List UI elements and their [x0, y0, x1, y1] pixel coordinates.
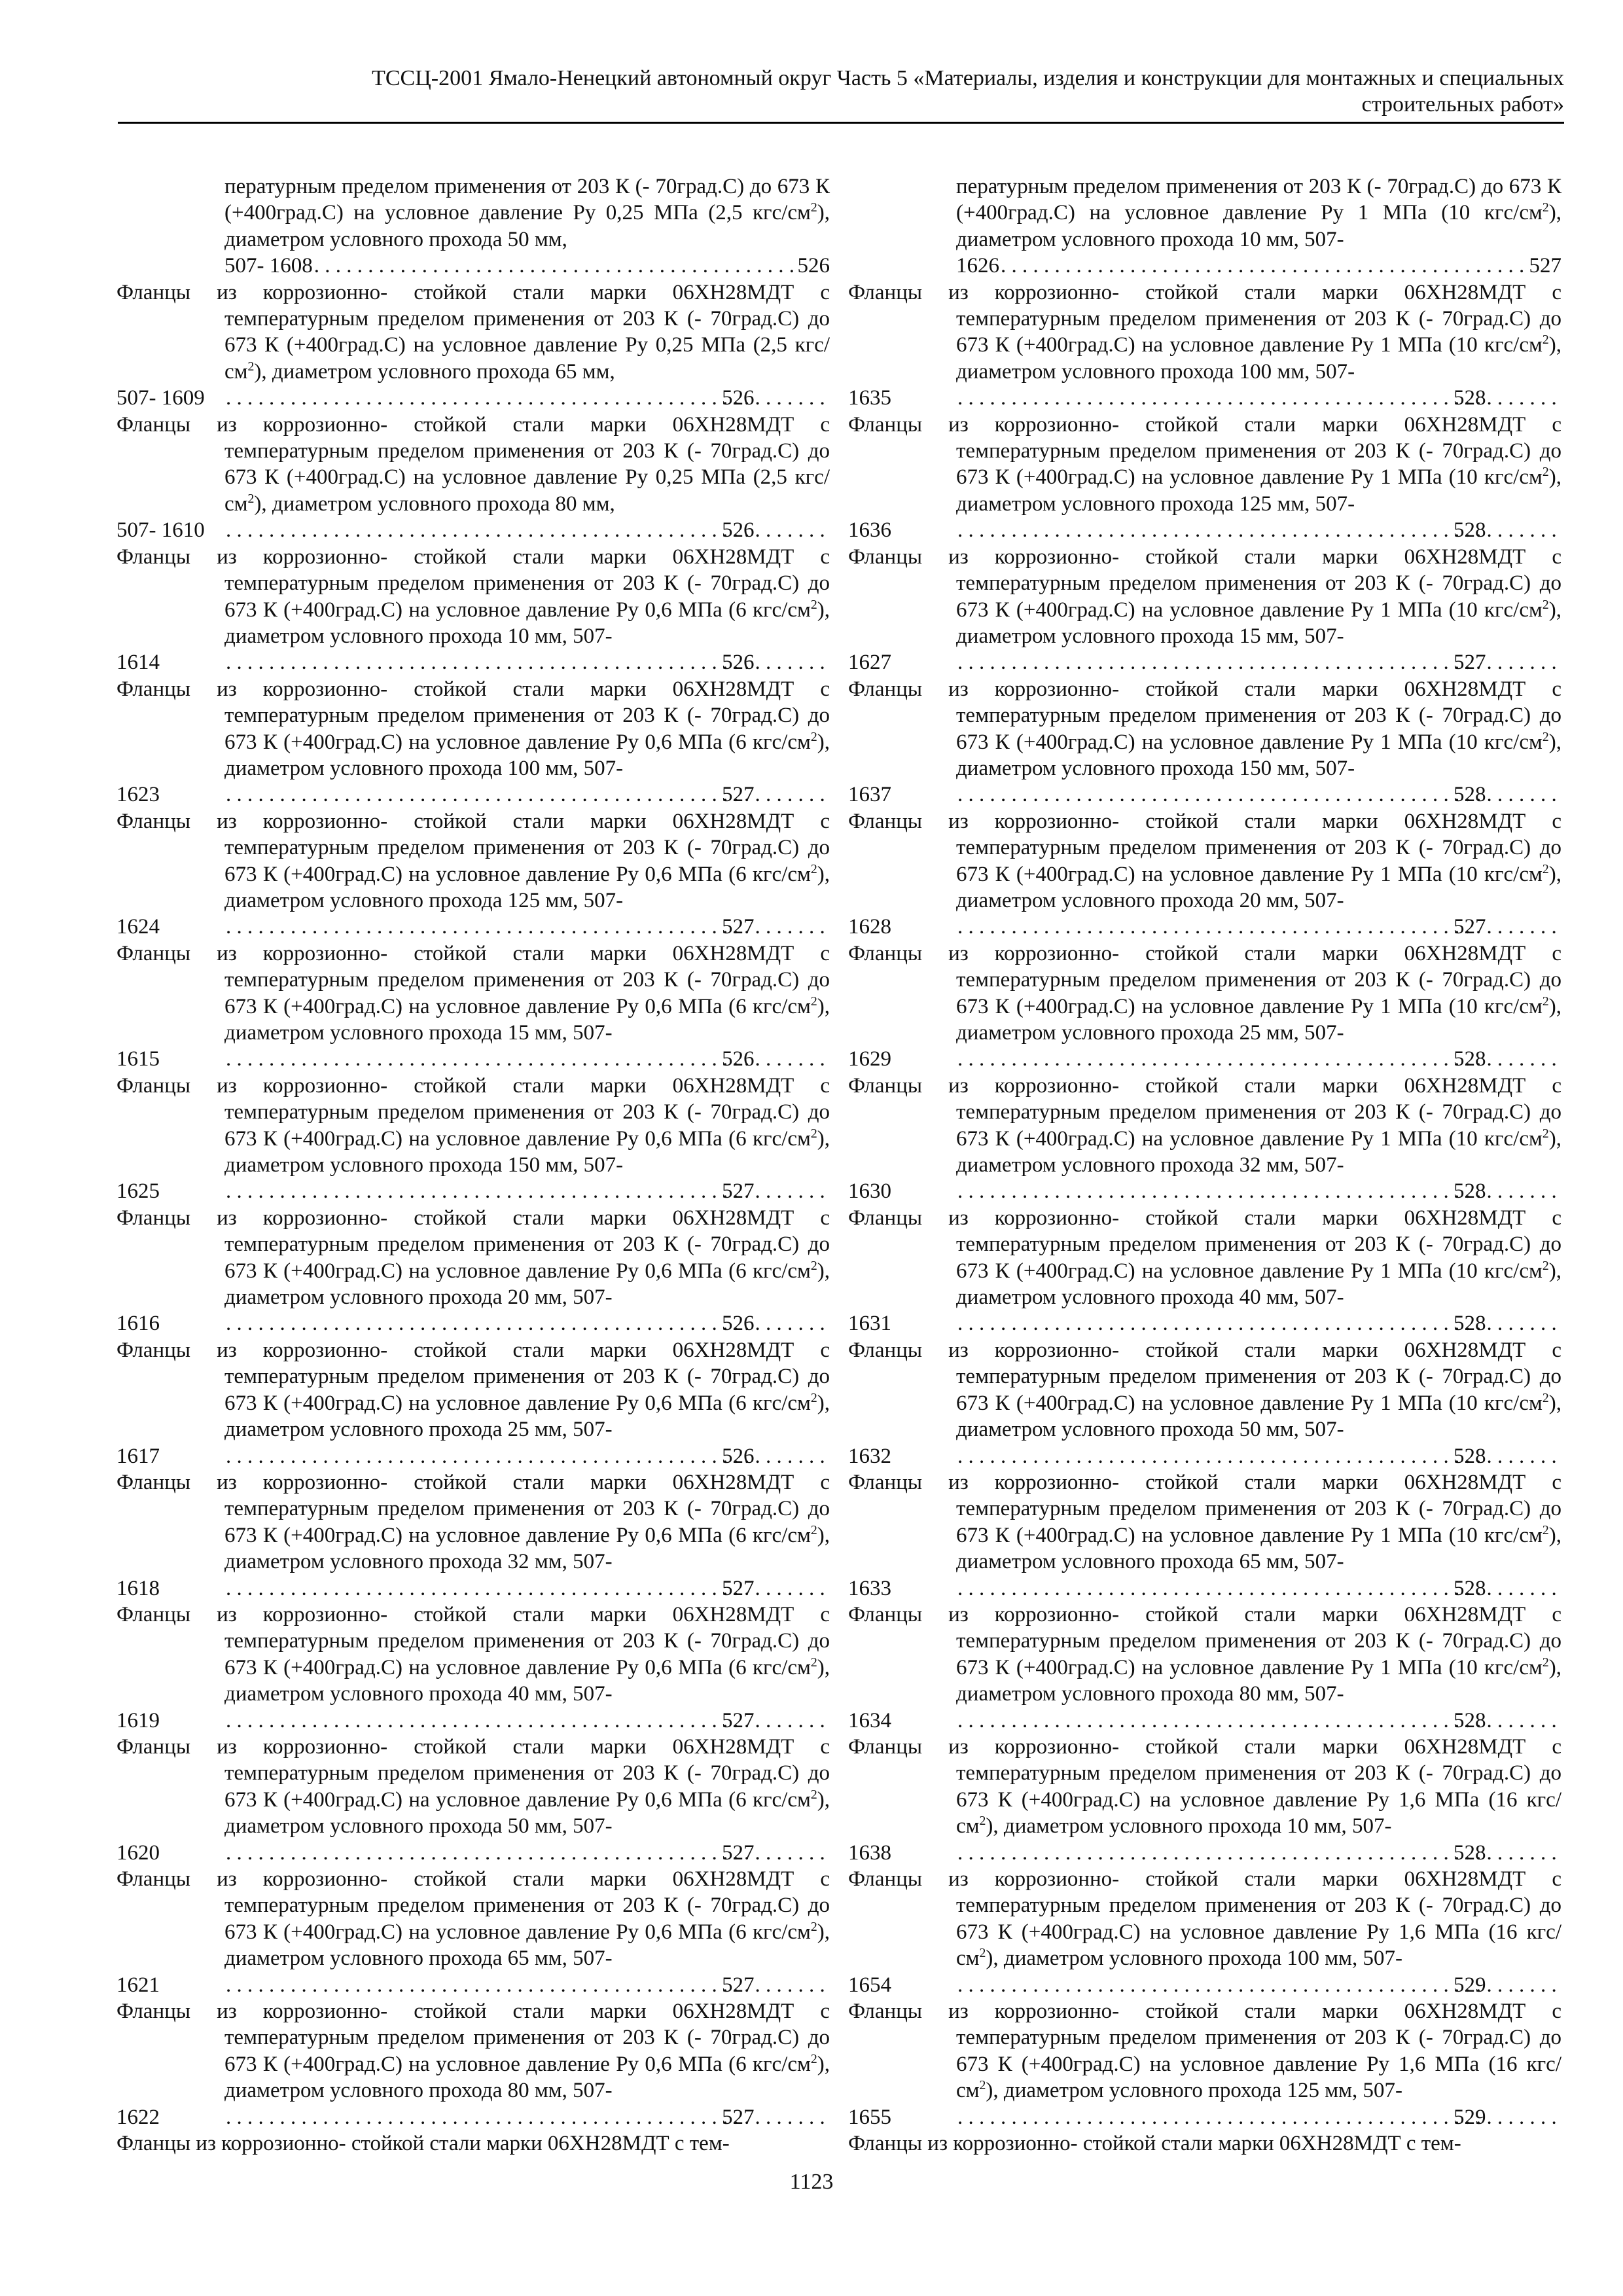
entry-leader-line: 1625 . . . 527: [224, 1178, 830, 1204]
header-line-2: строительных работ»: [1361, 92, 1564, 117]
entry-leader-line: 1630 . . . 528: [956, 1178, 1561, 1204]
entry-leader-line: 1636 . . . 528: [956, 517, 1561, 543]
index-entry: [848, 676, 1561, 808]
entry-leader-line: 1617 . . . 526: [224, 1443, 830, 1469]
index-entry: [116, 544, 830, 676]
index-entry: [116, 1073, 830, 1205]
entry-text: Фланцы из коррозионно- стойкой стали марки 06ХН28МДТ с температурным пределом применения от 203 К (- 70град.С) до 673 К (+400град.С) на условное давление Ру 1 МПа (10 кгс/$см^2$), диаметром условного прохода 40 мм, 507-: [848, 1206, 1561, 1310]
entry-leader-line: [224, 253, 830, 279]
entry-leader-line: 1635 . . . 528: [956, 385, 1561, 411]
index-entry: [848, 279, 1561, 412]
entry-code: 1626: [956, 254, 999, 278]
entry-text: Фланцы из коррозионно- стойкой стали марки 06ХН28МДТ с температурным пределом применения от 203 К (- 70град.С) до 673 К (+400град.С) на условное давление Ру 1,6 МПа (16 кгс/$см^2$), диаметром условного прохода 100 мм, 507-: [848, 1867, 1561, 1971]
entry-leader-line: 1632 . . . 528: [956, 1443, 1561, 1469]
entry-text: Фланцы из коррозионно- стойкой стали марки 06ХН28МДТ с температурным пределом применения от 203 К (- 70град.С) до 673 К (+400град.С) на условное давление Ру 0,6 МПа (6 кгс/$см^2$), диаметром условного прохода 25 мм, 507-: [116, 1338, 830, 1442]
entry-leader-line: 507- 1610 . . . 526: [224, 517, 830, 543]
entry-leader-line: 1628 . . . 527: [956, 914, 1561, 940]
entry-text: Фланцы из коррозионно- стойкой стали марки 06ХН28МДТ с температурным пределом применения от 203 К (- 70град.С) до 673 К (+400град.С) на условное давление Ру 0,6 МПа (6 кгс/$см^2$), диаметром условного прохода 80 мм, 507-: [116, 2000, 830, 2103]
entry-text: Фланцы из коррозионно- стойкой стали марки 06ХН28МДТ с температурным пределом применения от 203 К (- 70град.С) до 673 К (+400град.С) на условное давление Ру 1,6 МПа (16 кгс/$см^2$), диаметром условного прохода 10 мм, 507-: [848, 1734, 1561, 1839]
entry-leader-line: 1654 . . . 529: [956, 1972, 1561, 1998]
index-entry: [116, 1337, 830, 1469]
index-entry: [116, 676, 830, 808]
index-column-right: [848, 173, 1561, 2157]
index-entry: [116, 412, 830, 544]
entry-leader-line: 1619 . . . 527: [224, 1708, 830, 1734]
index-entry: [848, 412, 1561, 544]
entry-leader-line: 1637 . . . 528: [956, 781, 1561, 808]
entry-text: Фланцы из коррозионно- стойкой стали марки 06ХН28МДТ с температурным пределом применения от 203 К (- 70град.С) до 673 К (+400град.С) на условное давление Ру 0,6 МПа (6 кгс/$см^2$), диаметром условного прохода 150 мм, 507-: [116, 1073, 830, 1177]
index-entry: [116, 279, 830, 412]
page-header: [203, 65, 1564, 118]
entry-text: Фланцы из коррозионно- стойкой стали марки 06ХН28МДТ с температурным пределом применения от 203 К (- 70град.С) до 673 К (+400град.С) на условное давление Ру 1 МПа (10 кгс/$см^2$), диаметром условного прохода 50 мм, 507-: [848, 1338, 1561, 1442]
entry-text: Фланцы из коррозионно- стойкой стали марки 06ХН28МДТ с температурным пределом применения от 203 К (- 70град.С) до 673 К (+400град.С) на условное давление Ру 1 МПа (10 кгс/$см^2$), диаметром условного прохода 150 мм, 507-: [848, 677, 1561, 780]
entry-text: Фланцы из коррозионно- стойкой стали марки 06ХН28МДТ с тем-: [116, 2132, 730, 2156]
entry-leader-line: 1638 . . . 528: [956, 1840, 1561, 1866]
entry-text: Фланцы из коррозионно- стойкой стали марки 06ХН28МДТ с температурным пределом применения от 203 К (- 70град.С) до 673 К (+400град.С) на условное давление Ру 1 МПа (10 кгс/$см^2$), диаметром условного прохода 125 мм, 507-: [848, 412, 1561, 516]
entry-text: Фланцы из коррозионно- стойкой стали марки 06ХН28МДТ с температурным пределом применения от 203 К (- 70град.С) до 673 К (+400град.С) на условное давление Ру 1,6 МПа (16 кгс/$см^2$), диаметром условного прохода 125 мм, 507-: [848, 2000, 1561, 2103]
entry-leader-line: 1621 . . . 527: [224, 1972, 830, 1998]
dot-leader: [1001, 253, 1528, 279]
entry-text: Фланцы из коррозионно- стойкой стали марки 06ХН28МДТ с температурным пределом применения от 203 К (- 70град.С) до 673 К (+400град.С) на условное давление Ру 1 МПа (10 кгс/$см^2$), диаметром условного прохода 25 мм, 507-: [848, 941, 1561, 1045]
index-entry: [848, 1734, 1561, 1866]
entry-leader-line: 1620 . . . 527: [224, 1840, 830, 1866]
page-number: 1123: [789, 2170, 834, 2194]
entry-leader-line: 1634 . . . 528: [956, 1708, 1561, 1734]
entry-text: Фланцы из коррозионно- стойкой стали марки 06ХН28МДТ с тем-: [848, 2132, 1461, 2156]
entry-text: Фланцы из коррозионно- стойкой стали марки 06ХН28МДТ с температурным пределом применения от 203 К (- 70град.С) до 673 К (+400град.С) на условное давление Ру 1 МПа (10 кгс/$см^2$), диаметром условного прохода 32 мм, 507-: [848, 1073, 1561, 1177]
entry-text: Фланцы из коррозионно- стойкой стали марки 06ХН28МДТ с температурным пределом применения от 203 К (- 70град.С) до 673 К (+400град.С) на условное давление Ру 0,6 МПа (6 кгс/$см^2$), диаметром условного прохода 15 мм, 507-: [116, 941, 830, 1045]
index-column-left: [116, 173, 830, 2157]
index-entry: [848, 1998, 1561, 2130]
entry-leader-line: 1627 . . . 527: [956, 649, 1561, 675]
entry-text: Фланцы из коррозионно- стойкой стали марки 06ХН28МДТ с температурным пределом применения от 203 К (- 70град.С) до 673 К (+400град.С) на условное давление Ру 0,6 МПа (6 кгс/$см^2$), диаметром условного прохода 100 мм, 507-: [116, 677, 830, 780]
entry-text: Фланцы из коррозионно- стойкой стали марки 06ХН28МДТ с температурным пределом применения от 203 К (- 70град.С) до 673 К (+400град.С) на условное давление Ру 0,6 МПа (6 кгс/$см^2$), диаметром условного прохода 32 мм, 507-: [116, 1470, 830, 1574]
index-entry: [116, 1998, 830, 2130]
header-line-1: ТССЦ-2001 Ямало-Ненецкий автономный округ Часть 5 «Материалы, изделия и конструкции для монтажных и специальных: [372, 66, 1564, 90]
entry-leader-line: 1633 . . . 528: [956, 1575, 1561, 1602]
entry-text: Фланцы из коррозионно- стойкой стали марки 06ХН28МДТ с температурным пределом применения от 203 К (- 70град.С) до 673 К (+400град.С) на условное давление Ру 1 МПа (10 кгс/$см^2$), диаметром условного прохода 65 мм, 507-: [848, 1470, 1561, 1574]
entry-page-number: 527: [1529, 254, 1561, 278]
index-entry: [848, 2130, 1561, 2157]
index-entry: [848, 1205, 1561, 1337]
index-entry: [116, 1866, 830, 1998]
entry-text: пературным пределом применения от 203 К (- 70град.С) до 673 К (+400град.С) на условное давление Ру 1 МПа (10 кгс/$см^2$), диаметром условного прохода 10 мм, 507-: [956, 175, 1561, 251]
entry-text: Фланцы из коррозионно- стойкой стали марки 06ХН28МДТ с температурным пределом применения от 203 К (- 70град.С) до 673 К (+400град.С) на условное давление Ру 1 МПа (10 кгс/$см^2$), диаметром условного прохода 20 мм, 507-: [848, 809, 1561, 912]
entry-text: Фланцы из коррозионно- стойкой стали марки 06ХН28МДТ с температурным пределом применения от 203 К (- 70град.С) до 673 К (+400град.С) на условное давление Ру 1 МПа (10 кгс/$см^2$), диаметром условного прохода 80 мм, 507-: [848, 1602, 1561, 1706]
entry-leader-line: 1624 . . . 527: [224, 914, 830, 940]
index-entry: [116, 1469, 830, 1602]
index-entry: [116, 1205, 830, 1337]
index-entry: [848, 808, 1561, 941]
entry-leader-line: 1614 . . . 526: [224, 649, 830, 675]
index-entry: [116, 1602, 830, 1734]
entry-text: Фланцы из коррозионно- стойкой стали марки 06ХН28МДТ с температурным пределом применения от 203 К (- 70град.С) до 673 К (+400град.С) на условное давление Ру 0,6 МПа (6 кгс/$см^2$), диаметром условного прохода 65 мм, 507-: [116, 1867, 830, 1971]
entry-code: 507- 1608: [224, 254, 313, 278]
entry-text: Фланцы из коррозионно- стойкой стали марки 06ХН28МДТ с температурным пределом применения от 203 К (- 70град.С) до 673 К (+400град.С) на условное давление Ру 0,6 МПа (6 кгс/$см^2$), диаметром условного прохода 50 мм, 507-: [116, 1734, 830, 1839]
entry-leader-line: 1655 . . . 529: [956, 2104, 1561, 2130]
index-entry: [848, 1866, 1561, 1998]
entry-text: Фланцы из коррозионно- стойкой стали марки 06ХН28МДТ с температурным пределом применения от 203 К (- 70град.С) до 673 К (+400град.С) на условное давление Ру 1 МПа (10 кгс/$см^2$), диаметром условного прохода 100 мм, 507-: [848, 280, 1561, 384]
entry-leader-line: 1629 . . . 528: [956, 1046, 1561, 1072]
entry-leader-line: 1615 . . . 526: [224, 1046, 830, 1072]
entry-leader-line: 1618 . . . 527: [224, 1575, 830, 1602]
entry-text: Фланцы из коррозионно- стойкой стали марки 06ХН28МДТ с температурным пределом применения от 203 К (- 70град.С) до 673 К (+400град.С) на условное давление Ру 0,6 МПа (6 кгс/$см^2$), диаметром условного прохода 20 мм, 507-: [116, 1206, 830, 1310]
entry-leader-line: [956, 253, 1561, 279]
entry-text: пературным пределом применения от 203 К (- 70град.С) до 673 К (+400град.С) на условное давление Ру 0,25 МПа (2,5 кгс/$см^2$), диаметром условного прохода 50 мм,: [224, 175, 830, 251]
entry-leader-line: 1622 . . . 527: [224, 2104, 830, 2130]
entry-text: Фланцы из коррозионно- стойкой стали марки 06ХН28МДТ с температурным пределом применения от 203 К (- 70град.С) до 673 К (+400град.С) на условное давление Ру 0,25 МПа (2,5 кгс/$см^2$), диаметром условного прохода 65 мм,: [116, 280, 830, 384]
index-entry: [848, 941, 1561, 1073]
index-entry: [848, 1073, 1561, 1205]
entry-text: Фланцы из коррозионно- стойкой стали марки 06ХН28МДТ с температурным пределом применения от 203 К (- 70град.С) до 673 К (+400град.С) на условное давление Ру 1 МПа (10 кгс/$см^2$), диаметром условного прохода 15 мм, 507-: [848, 545, 1561, 648]
index-entry: [116, 941, 830, 1073]
index-entry: [116, 173, 830, 279]
index-entry: [848, 1602, 1561, 1734]
index-entry: [848, 173, 1561, 279]
entry-leader-line: 1631 . . . 528: [956, 1310, 1561, 1336]
entry-leader-line: 1616 . . . 526: [224, 1310, 830, 1336]
dot-leader: [314, 253, 796, 279]
entry-leader-line: 1623 . . . 527: [224, 781, 830, 808]
entry-text: Фланцы из коррозионно- стойкой стали марки 06ХН28МДТ с температурным пределом применения от 203 К (- 70град.С) до 673 К (+400град.С) на условное давление Ру 0,6 МПа (6 кгс/$см^2$), диаметром условного прохода 40 мм, 507-: [116, 1602, 830, 1706]
entry-page-number: 526: [797, 254, 830, 278]
header-divider: [118, 122, 1564, 124]
index-entry: [116, 1734, 830, 1866]
index-entry: [848, 1337, 1561, 1469]
index-entry: [116, 2130, 830, 2157]
index-entry: [116, 808, 830, 941]
index-entry: [848, 1469, 1561, 1602]
index-entry: [848, 544, 1561, 676]
entry-text: Фланцы из коррозионно- стойкой стали марки 06ХН28МДТ с температурным пределом применения от 203 К (- 70град.С) до 673 К (+400град.С) на условное давление Ру 0,6 МПа (6 кгс/$см^2$), диаметром условного прохода 125 мм, 507-: [116, 809, 830, 912]
entry-text: Фланцы из коррозионно- стойкой стали марки 06ХН28МДТ с температурным пределом применения от 203 К (- 70град.С) до 673 К (+400град.С) на условное давление Ру 0,6 МПа (6 кгс/$см^2$), диаметром условного прохода 10 мм, 507-: [116, 545, 830, 648]
entry-text: Фланцы из коррозионно- стойкой стали марки 06ХН28МДТ с температурным пределом применения от 203 К (- 70град.С) до 673 К (+400град.С) на условное давление Ру 0,25 МПа (2,5 кгс/$см^2$), диаметром условного прохода 80 мм,: [116, 412, 830, 516]
entry-leader-line: 507- 1609 . . . 526: [224, 385, 830, 411]
